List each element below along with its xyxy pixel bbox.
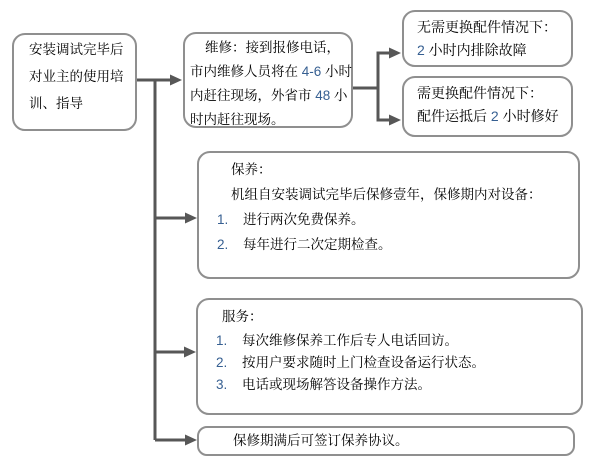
maintenance-item-1-text: 进行两次免费保养。 (243, 212, 365, 227)
service-title: 服务： (222, 309, 263, 324)
repair-line-3-text: 内赶往现场，外省市 (190, 88, 316, 103)
parts-line-2 (417, 105, 567, 128)
box-no-parts-needed (402, 10, 573, 67)
box-maintenance (197, 151, 580, 279)
repair-line-3-tail: 小 (330, 88, 348, 103)
box-training (12, 33, 137, 131)
training-line-2: 对业主的使用培 (29, 69, 124, 84)
repair-line-2 (190, 60, 353, 84)
repair-line-2-tail: 小时 (321, 64, 353, 79)
repair-line-1: 维修：接到报修电话， (205, 40, 340, 55)
training-line-3: 训、指导 (29, 96, 83, 111)
service-item-1-number: 1. (216, 333, 228, 348)
box-agreement (197, 426, 575, 456)
maintenance-item-1-number: 1. (217, 212, 229, 227)
noparts-line-2 (417, 39, 567, 62)
service-item-2 (198, 352, 573, 374)
repair-line-2-text: 市内维修人员将在 (190, 64, 302, 79)
repair-hours-province: 48 (315, 88, 331, 103)
maintenance-title: 保养： (231, 162, 272, 177)
arrowhead-service (184, 347, 196, 358)
parts-line-1: 需更换配件情况下： (417, 85, 543, 101)
parts-line-2-text: 配件运抵后 (417, 108, 491, 124)
parts-hours: 2 (490, 108, 499, 124)
repair-line-4: 时内赶往现场。 (190, 112, 285, 127)
maintenance-item-2-number: 2. (217, 237, 229, 252)
service-item-2-number: 2. (216, 355, 228, 370)
agreement-text: 保修期满后可签订保养协议。 (233, 433, 409, 448)
service-item-3-text: 电话或现场解答设备操作方法。 (242, 377, 431, 392)
service-item-3 (198, 374, 573, 396)
maintenance-item-1 (199, 207, 570, 232)
service-item-1-text: 每次维修保养工作后专人电话回访。 (242, 333, 458, 348)
maintenance-intro: 机组自安装调试完毕后保修壹年，保修期内对设备： (231, 187, 542, 202)
service-item-2-text: 按用户要求随时上门检查设备运行状态。 (242, 355, 485, 370)
arrowhead-agreement (185, 435, 197, 446)
parts-line-2-tail: 小时修好 (498, 108, 559, 124)
repair-hours-city: 4-6 (301, 64, 322, 79)
box-repair (183, 32, 353, 128)
repair-line-3 (190, 84, 347, 108)
service-item-1 (198, 330, 573, 352)
maintenance-item-2 (199, 232, 570, 257)
training-line-1: 安装调试完毕后 (29, 42, 124, 57)
arrowhead-repair (170, 75, 182, 86)
box-parts-needed (402, 76, 573, 137)
maintenance-item-2-text: 每年进行二次定期检查。 (243, 237, 392, 252)
box-service (196, 298, 583, 415)
noparts-line-1: 无需更换配件情况下： (417, 19, 557, 35)
service-item-3-number: 3. (216, 377, 228, 392)
noparts-hours: 2 (417, 42, 425, 58)
arrowhead-parts (389, 115, 401, 126)
noparts-line-2-tail: 小时内排除故障 (424, 42, 527, 58)
arrowhead-noparts (389, 48, 401, 59)
arrowhead-maintenance (185, 213, 197, 224)
